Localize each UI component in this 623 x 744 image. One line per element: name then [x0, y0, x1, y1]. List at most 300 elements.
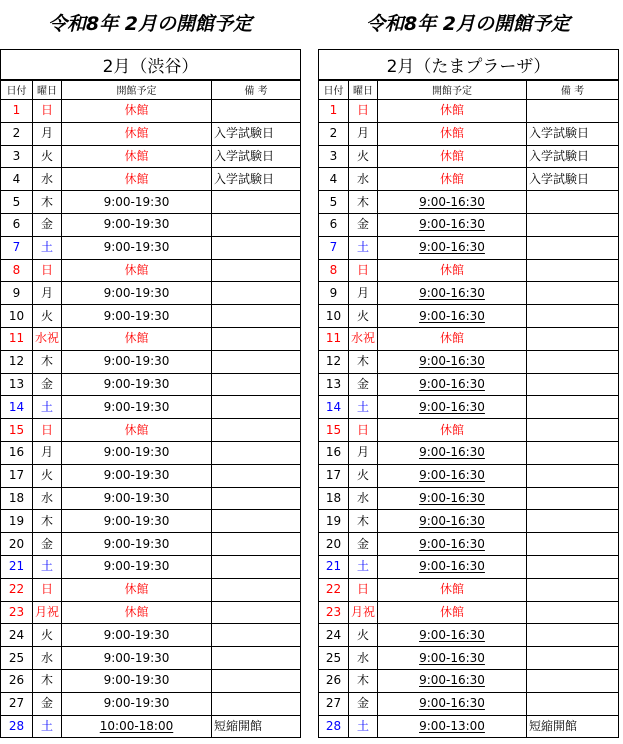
table-row — [319, 715, 619, 738]
table-row — [319, 555, 619, 578]
col-header-date: 日付 — [1, 80, 33, 100]
closed-cell: 休館 — [62, 122, 212, 145]
date-cell: 19 — [319, 510, 349, 533]
table-row — [319, 396, 619, 419]
table-row — [319, 624, 619, 647]
hours-text: 9:00-19:30 — [103, 650, 170, 665]
weekday-cell: 火 — [33, 145, 62, 168]
hours-text: 9:00-16:30 — [419, 468, 485, 483]
weekday-cell: 火 — [349, 624, 378, 647]
hours-cell — [62, 555, 212, 578]
hours-cell — [378, 555, 527, 578]
table-row — [1, 624, 301, 647]
table-row — [319, 191, 619, 214]
note-cell — [212, 441, 301, 464]
note-cell — [527, 647, 619, 670]
note-cell — [527, 350, 619, 373]
table-row — [1, 464, 301, 487]
table-row — [319, 419, 619, 442]
note-cell: 入学試験日 — [527, 122, 619, 145]
date-cell: 25 — [1, 647, 33, 670]
date-cell: 17 — [319, 464, 349, 487]
date-cell: 22 — [1, 578, 33, 601]
note-cell — [527, 419, 619, 442]
hours-cell — [62, 624, 212, 647]
weekday-cell: 水 — [349, 487, 378, 510]
table-row — [319, 578, 619, 601]
date-cell: 12 — [319, 350, 349, 373]
note-cell — [212, 601, 301, 624]
date-cell: 26 — [1, 669, 33, 692]
hours-cell — [62, 373, 212, 396]
weekday-cell: 火 — [33, 624, 62, 647]
date-cell: 27 — [1, 692, 33, 715]
table-row — [1, 647, 301, 670]
note-cell — [527, 191, 619, 214]
date-cell: 21 — [319, 555, 349, 578]
note-cell — [212, 191, 301, 214]
table-row — [1, 669, 301, 692]
closed-cell: 休館 — [378, 100, 527, 123]
weekday-cell: 火 — [349, 145, 378, 168]
weekday-cell: 木 — [349, 191, 378, 214]
note-cell — [212, 533, 301, 556]
col-header-weekday: 曜日 — [33, 80, 62, 100]
date-cell: 20 — [1, 533, 33, 556]
note-cell — [212, 555, 301, 578]
note-cell — [212, 487, 301, 510]
note-cell — [527, 441, 619, 464]
date-cell: 10 — [1, 305, 33, 328]
table-row — [1, 692, 301, 715]
weekday-cell: 木 — [349, 669, 378, 692]
table-body-shibuya — [1, 100, 301, 738]
weekday-cell: 火 — [349, 305, 378, 328]
hours-text: 9:00-16:30 — [419, 559, 485, 574]
weekday-cell: 土 — [33, 715, 62, 738]
hours-text: 9:00-19:30 — [103, 627, 170, 642]
date-cell: 18 — [319, 487, 349, 510]
table-row — [319, 373, 619, 396]
hours-text: 9:00-19:30 — [103, 285, 170, 300]
hours-cell — [62, 510, 212, 533]
hours-text: 9:00-19:30 — [103, 696, 170, 711]
table-row — [1, 487, 301, 510]
weekday-cell: 月 — [33, 122, 62, 145]
weekday-cell: 日 — [349, 259, 378, 282]
table-row — [1, 419, 301, 442]
hours-text: 9:00-16:30 — [419, 308, 485, 323]
note-cell — [527, 373, 619, 396]
table-row — [319, 122, 619, 145]
table-row — [1, 533, 301, 556]
table-row — [1, 305, 301, 328]
col-header-notes: 備 考 — [212, 80, 301, 100]
closed-cell: 休館 — [62, 578, 212, 601]
table-body-tama — [319, 100, 619, 738]
hours-text: 9:00-16:30 — [419, 627, 485, 642]
closed-cell: 休館 — [378, 122, 527, 145]
table-row — [319, 168, 619, 191]
table-row — [1, 350, 301, 373]
table-row — [319, 464, 619, 487]
closed-cell: 休館 — [378, 419, 527, 442]
table-row — [1, 236, 301, 259]
weekday-cell: 土 — [33, 555, 62, 578]
hours-cell — [378, 350, 527, 373]
hours-text: 9:00-19:30 — [103, 354, 170, 369]
hours-text: 10:00-18:00 — [99, 718, 174, 733]
date-cell: 5 — [1, 191, 33, 214]
hours-text: 9:00-19:30 — [103, 490, 170, 505]
table-row — [319, 441, 619, 464]
note-cell — [212, 259, 301, 282]
weekday-cell: 月 — [33, 441, 62, 464]
note-cell — [212, 647, 301, 670]
hours-cell — [62, 669, 212, 692]
table-row — [1, 168, 301, 191]
date-cell: 2 — [319, 122, 349, 145]
note-cell — [527, 396, 619, 419]
hours-cell — [378, 396, 527, 419]
hours-text: 9:00-13:00 — [419, 718, 485, 733]
hours-cell — [62, 715, 212, 738]
table-row — [1, 555, 301, 578]
note-cell — [527, 327, 619, 350]
closed-cell: 休館 — [62, 168, 212, 191]
weekday-cell: 月 — [349, 282, 378, 305]
hours-cell — [378, 236, 527, 259]
hours-cell — [378, 533, 527, 556]
note-cell — [527, 578, 619, 601]
note-cell — [212, 327, 301, 350]
weekday-cell: 木 — [349, 510, 378, 533]
col-header-weekday: 曜日 — [349, 80, 378, 100]
note-cell — [527, 282, 619, 305]
table-row — [1, 100, 301, 123]
table-row — [319, 236, 619, 259]
closed-cell: 休館 — [62, 601, 212, 624]
table-row — [1, 441, 301, 464]
table-row — [1, 213, 301, 236]
note-cell — [527, 305, 619, 328]
note-cell — [212, 578, 301, 601]
hours-text: 9:00-19:30 — [103, 673, 170, 688]
weekday-cell: 水祝 — [349, 327, 378, 350]
weekday-cell: 金 — [349, 533, 378, 556]
hours-cell — [62, 282, 212, 305]
table-row — [319, 100, 619, 123]
date-cell: 26 — [319, 669, 349, 692]
table-row — [1, 578, 301, 601]
date-cell: 23 — [1, 601, 33, 624]
hours-cell — [62, 647, 212, 670]
weekday-cell: 日 — [349, 100, 378, 123]
weekday-cell: 金 — [349, 213, 378, 236]
hours-text: 9:00-19:30 — [103, 468, 170, 483]
closed-cell: 休館 — [378, 601, 527, 624]
date-cell: 28 — [319, 715, 349, 738]
weekday-cell: 月祝 — [33, 601, 62, 624]
closed-cell: 休館 — [62, 259, 212, 282]
hours-cell — [62, 305, 212, 328]
date-cell: 11 — [1, 327, 33, 350]
note-cell — [527, 510, 619, 533]
hours-text: 9:00-19:30 — [103, 513, 170, 528]
weekday-cell: 土 — [33, 236, 62, 259]
note-cell — [527, 601, 619, 624]
hours-text: 9:00-16:30 — [419, 354, 485, 369]
col-header-date: 日付 — [319, 80, 349, 100]
date-cell: 8 — [1, 259, 33, 282]
weekday-cell: 木 — [33, 510, 62, 533]
hours-text: 9:00-16:30 — [419, 399, 485, 414]
date-cell: 8 — [319, 259, 349, 282]
weekday-cell: 月 — [349, 441, 378, 464]
weekday-cell: 火 — [349, 464, 378, 487]
hours-cell — [378, 692, 527, 715]
note-cell — [212, 669, 301, 692]
date-cell: 4 — [1, 168, 33, 191]
hours-cell — [378, 282, 527, 305]
date-cell: 24 — [319, 624, 349, 647]
note-cell — [212, 419, 301, 442]
table-row — [319, 213, 619, 236]
date-cell: 6 — [1, 213, 33, 236]
weekday-cell: 水 — [33, 168, 62, 191]
table-row — [319, 282, 619, 305]
hours-cell — [378, 464, 527, 487]
weekday-cell: 金 — [349, 373, 378, 396]
note-cell — [527, 533, 619, 556]
hours-cell — [62, 533, 212, 556]
hours-cell — [378, 191, 527, 214]
table-row — [319, 145, 619, 168]
hours-cell — [62, 191, 212, 214]
hours-cell — [62, 236, 212, 259]
note-cell — [212, 510, 301, 533]
note-cell: 入学試験日 — [212, 168, 301, 191]
weekday-cell: 日 — [33, 100, 62, 123]
weekday-cell: 金 — [33, 373, 62, 396]
note-cell — [212, 464, 301, 487]
date-cell: 22 — [319, 578, 349, 601]
note-cell — [212, 396, 301, 419]
date-cell: 23 — [319, 601, 349, 624]
hours-cell — [378, 487, 527, 510]
hours-text: 9:00-19:30 — [103, 559, 170, 574]
weekday-cell: 土 — [349, 396, 378, 419]
note-cell — [527, 464, 619, 487]
hours-cell — [62, 692, 212, 715]
date-cell: 7 — [319, 236, 349, 259]
date-cell: 1 — [1, 100, 33, 123]
weekday-cell: 金 — [33, 533, 62, 556]
date-cell: 5 — [319, 191, 349, 214]
hours-cell — [378, 669, 527, 692]
note-cell — [527, 100, 619, 123]
date-cell: 20 — [319, 533, 349, 556]
hours-text: 9:00-19:30 — [103, 376, 170, 391]
note-cell — [212, 100, 301, 123]
closed-cell: 休館 — [378, 578, 527, 601]
date-cell: 15 — [319, 419, 349, 442]
table-row — [1, 191, 301, 214]
note-cell — [527, 259, 619, 282]
weekday-cell: 水 — [33, 487, 62, 510]
weekday-cell: 月 — [349, 122, 378, 145]
weekday-cell: 木 — [33, 191, 62, 214]
note-cell — [212, 373, 301, 396]
table-header-shibuya: 2月（渋谷） — [1, 50, 301, 80]
hours-text: 9:00-19:30 — [103, 240, 170, 255]
weekday-cell: 日 — [349, 578, 378, 601]
date-cell: 24 — [1, 624, 33, 647]
schedule-table-tama — [318, 49, 619, 738]
date-cell: 18 — [1, 487, 33, 510]
weekday-cell: 月 — [33, 282, 62, 305]
note-cell — [212, 305, 301, 328]
table-row — [1, 327, 301, 350]
table-row — [1, 396, 301, 419]
table-row — [1, 259, 301, 282]
date-cell: 13 — [319, 373, 349, 396]
note-cell: 入学試験日 — [212, 145, 301, 168]
weekday-cell: 金 — [349, 692, 378, 715]
hours-cell — [378, 510, 527, 533]
hours-cell — [62, 396, 212, 419]
hours-text: 9:00-16:30 — [419, 240, 485, 255]
table-row — [319, 259, 619, 282]
closed-cell: 休館 — [62, 419, 212, 442]
note-cell — [527, 487, 619, 510]
date-cell: 25 — [319, 647, 349, 670]
weekday-cell: 日 — [349, 419, 378, 442]
hours-cell — [378, 213, 527, 236]
table-row — [319, 601, 619, 624]
weekday-cell: 火 — [33, 305, 62, 328]
note-cell — [527, 669, 619, 692]
note-cell: 短縮開館 — [527, 715, 619, 738]
hours-text: 9:00-19:30 — [103, 217, 170, 232]
date-cell: 3 — [1, 145, 33, 168]
note-cell — [527, 555, 619, 578]
note-cell — [527, 213, 619, 236]
weekday-cell: 土 — [33, 396, 62, 419]
table-row — [1, 145, 301, 168]
closed-cell: 休館 — [378, 259, 527, 282]
date-cell: 16 — [319, 441, 349, 464]
date-cell: 4 — [319, 168, 349, 191]
col-header-notes: 備 考 — [527, 80, 619, 100]
hours-text: 9:00-16:30 — [419, 217, 485, 232]
closed-cell: 休館 — [378, 327, 527, 350]
note-cell: 短縮開館 — [212, 715, 301, 738]
col-header-schedule: 開館予定 — [378, 80, 527, 100]
table-row — [1, 282, 301, 305]
weekday-cell: 日 — [33, 419, 62, 442]
note-cell: 入学試験日 — [212, 122, 301, 145]
weekday-cell: 金 — [33, 692, 62, 715]
col-header-schedule: 開館予定 — [62, 80, 212, 100]
weekday-cell: 日 — [33, 578, 62, 601]
hours-text: 9:00-16:30 — [419, 696, 485, 711]
hours-cell — [62, 464, 212, 487]
closed-cell: 休館 — [62, 145, 212, 168]
schedule-table-shibuya — [0, 49, 301, 738]
table-header-tama: 2月（たまプラーザ） — [319, 50, 619, 80]
hours-text: 9:00-19:30 — [103, 308, 170, 323]
table-row — [319, 305, 619, 328]
date-cell: 1 — [319, 100, 349, 123]
hours-text: 9:00-16:30 — [419, 673, 485, 688]
date-cell: 9 — [319, 282, 349, 305]
hours-text: 9:00-16:30 — [419, 376, 485, 391]
table-row — [319, 487, 619, 510]
hours-cell — [378, 305, 527, 328]
table-row — [1, 601, 301, 624]
hours-text: 9:00-16:30 — [419, 650, 485, 665]
date-cell: 9 — [1, 282, 33, 305]
table-row — [1, 122, 301, 145]
date-cell: 6 — [319, 213, 349, 236]
note-cell — [212, 624, 301, 647]
hours-cell — [62, 441, 212, 464]
table-row — [1, 510, 301, 533]
hours-text: 9:00-19:30 — [103, 536, 170, 551]
hours-cell — [378, 373, 527, 396]
hours-text: 9:00-19:30 — [103, 194, 170, 209]
page-title-tama: 令和8年 2月の開館予定 — [365, 13, 571, 35]
closed-cell: 休館 — [62, 327, 212, 350]
hours-text: 9:00-16:30 — [419, 445, 485, 460]
table-row — [319, 510, 619, 533]
weekday-cell: 土 — [349, 715, 378, 738]
weekday-cell: 土 — [349, 236, 378, 259]
date-cell: 21 — [1, 555, 33, 578]
date-cell: 14 — [319, 396, 349, 419]
note-cell — [212, 350, 301, 373]
date-cell: 7 — [1, 236, 33, 259]
closed-cell: 休館 — [378, 145, 527, 168]
hours-text: 9:00-19:30 — [103, 445, 170, 460]
weekday-cell: 月祝 — [349, 601, 378, 624]
date-cell: 14 — [1, 396, 33, 419]
hours-text: 9:00-16:30 — [419, 536, 485, 551]
date-cell: 28 — [1, 715, 33, 738]
weekday-cell: 日 — [33, 259, 62, 282]
date-cell: 13 — [1, 373, 33, 396]
weekday-cell: 水 — [349, 647, 378, 670]
date-cell: 17 — [1, 464, 33, 487]
closed-cell: 休館 — [378, 168, 527, 191]
date-cell: 2 — [1, 122, 33, 145]
hours-text: 9:00-19:30 — [103, 399, 170, 414]
table-row — [1, 373, 301, 396]
hours-cell — [62, 487, 212, 510]
table-row — [319, 533, 619, 556]
weekday-cell: 水祝 — [33, 327, 62, 350]
weekday-cell: 木 — [33, 350, 62, 373]
hours-text: 9:00-16:30 — [419, 490, 485, 505]
weekday-cell: 火 — [33, 464, 62, 487]
table-row — [319, 327, 619, 350]
date-cell: 16 — [1, 441, 33, 464]
note-cell — [212, 692, 301, 715]
weekday-cell: 水 — [33, 647, 62, 670]
note-cell — [212, 282, 301, 305]
hours-cell — [62, 213, 212, 236]
